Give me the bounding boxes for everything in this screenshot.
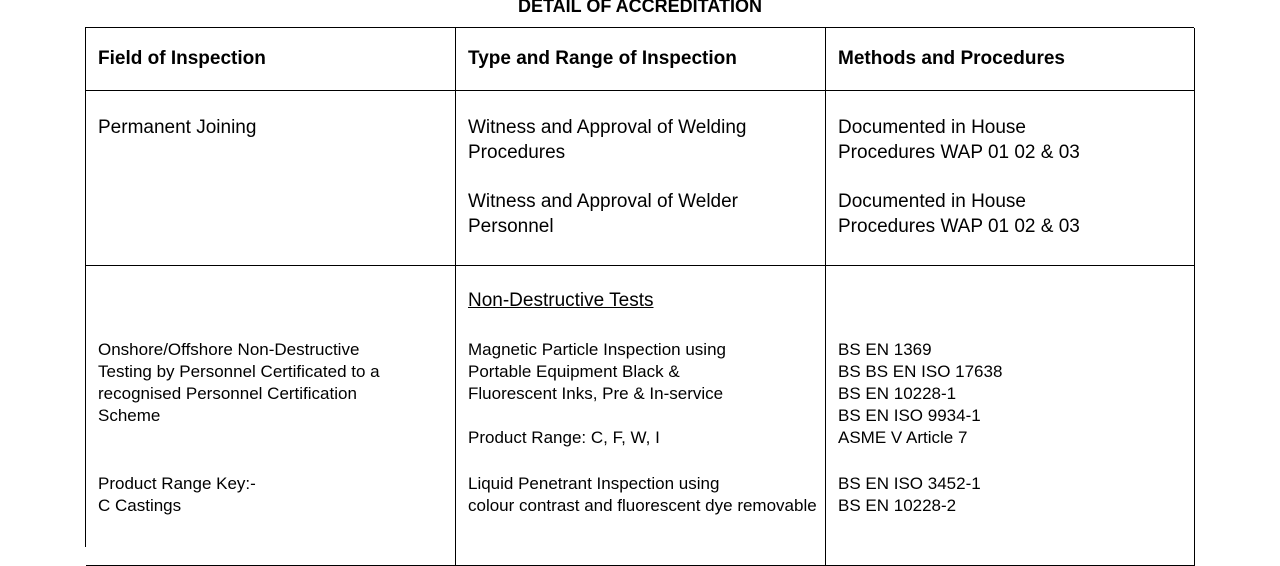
header-field-label: Field of Inspection — [98, 48, 266, 69]
row2-type-cell — [456, 266, 826, 566]
standard-line: BS EN 10228-1 — [838, 384, 957, 403]
row2-field-cell — [86, 266, 456, 566]
method-line: Procedures WAP 01 02 & 03 — [838, 141, 1080, 163]
product-range: Product Range: C, F, W, I — [468, 428, 660, 447]
type-line: Witness and Approval of Welder — [468, 191, 739, 212]
standard-line: BS EN ISO 3452-1 — [838, 474, 981, 493]
lpi-line: Liquid Penetrant Inspection using — [468, 474, 720, 493]
lpi-line: colour contrast and fluorescent dye removable — [468, 496, 817, 515]
product-range-key — [98, 473, 447, 517]
method-line: Procedures WAP 01 02 & 03 — [838, 215, 1080, 237]
ndt-section-heading: Non-Destructive Tests — [468, 290, 654, 311]
row1-type-cell — [456, 91, 826, 266]
row1-method-welding — [838, 116, 1186, 165]
key-line: Product Range Key:- — [98, 474, 256, 493]
row2-field-text — [98, 339, 447, 427]
header-methods — [826, 28, 1195, 91]
type-line: Procedures — [468, 141, 566, 163]
standard-line: BS EN 1369 — [838, 340, 932, 359]
mpi-line: Portable Equipment Black & — [468, 362, 680, 381]
row1-method-welder — [838, 190, 1186, 239]
field-line: Testing by Personnel Certificated to a — [98, 362, 380, 381]
row1-type-welding — [468, 116, 817, 165]
field-line: Scheme — [98, 406, 161, 425]
mpi-line: Fluorescent Inks, Pre & In-service — [468, 384, 724, 403]
mpi-description — [468, 339, 817, 405]
row1-type-welder — [468, 190, 817, 239]
header-methods-label: Methods and Procedures — [838, 48, 1065, 69]
lpi-description — [468, 473, 817, 517]
key-line: C Castings — [98, 496, 182, 515]
mpi-line: Magnetic Particle Inspection using — [468, 340, 726, 359]
field-line: Onshore/Offshore Non-Destructive — [98, 340, 360, 359]
standard-line: BS EN ISO 9934-1 — [838, 406, 981, 425]
row1-field-cell — [86, 91, 456, 266]
method-line: Documented in House — [838, 117, 1026, 138]
lpi-standards — [838, 473, 1186, 517]
row2-methods-cell — [826, 266, 1195, 566]
header-field — [86, 28, 456, 91]
row1-methods-cell — [826, 91, 1195, 266]
type-line: Witness and Approval of Welding — [468, 117, 747, 138]
accreditation-table — [85, 27, 1194, 547]
field-line: recognised Personnel Certification — [98, 384, 357, 403]
standard-line: BS BS EN ISO 17638 — [838, 362, 1003, 381]
header-type-label: Type and Range of Inspection — [468, 48, 737, 69]
standard-line: BS EN 10228-2 — [838, 496, 957, 515]
row1-field-text: Permanent Joining — [98, 117, 257, 138]
method-line: Documented in House — [838, 191, 1026, 212]
header-type — [456, 28, 826, 91]
mpi-standards — [838, 339, 1186, 449]
type-line: Personnel — [468, 215, 554, 237]
document-title: DETAIL OF ACCREDITATION — [518, 0, 762, 16]
standard-line: ASME V Article 7 — [838, 428, 968, 447]
